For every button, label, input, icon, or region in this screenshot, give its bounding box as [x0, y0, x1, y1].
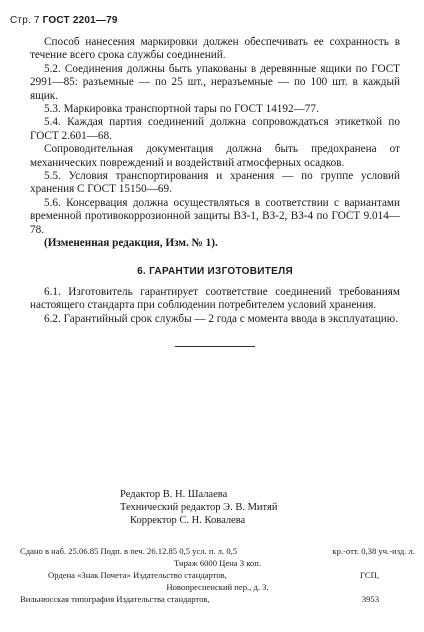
imprint-text: 3953	[361, 594, 379, 604]
imprint-block	[20, 545, 415, 605]
imprint-text: Вильнюсская типография Издательства стандартов,	[20, 594, 210, 604]
tech-editor: Технический редактор Э. В. Митяй	[120, 502, 278, 513]
corrector: Корректор С. Н. Ковалева	[130, 515, 246, 526]
paragraph: 5.3. Маркировка транспортной тары по ГОСТ 14192—77.	[44, 103, 319, 116]
imprint-line: Новопресненский пер., д. 3.	[166, 582, 269, 592]
imprint-line	[20, 593, 415, 605]
paragraph: 5.2. Соединения должны быть упакованы в деревянные ящики по ГОСТ 2991—85: разъемные — по 25 шт., неразъемные — по 100 шт. в каждый ящик.	[30, 62, 400, 102]
section-title: 6. ГАРАНТИИ ИЗГОТОВИТЕЛЯ	[137, 265, 293, 277]
paragraph: 5.4. Каждая партия соединений должна сопровождаться этикеткой по ГОСТ 2.601—68.	[30, 116, 400, 142]
paragraph: 5.6. Консервация должна осуществляться в соответствии с вариантами временной противокоррозионной защиты ВЗ-1, ВЗ-2, ВЗ-4 по ГОСТ 9.014—78.	[30, 196, 400, 236]
paragraph: 5.5. Условия транспортирования и хранения — по группе условий хранения С ГОСТ 15150—69.	[30, 170, 400, 196]
imprint-line	[20, 569, 415, 581]
main-text	[30, 36, 400, 347]
standard-number: ГОСТ 2201—79	[42, 15, 118, 26]
imprint-line: Тираж 6000 Цена 3 коп.	[174, 558, 261, 568]
change-note: (Измененная редакция, Изм. № 1).	[44, 237, 218, 250]
divider	[175, 346, 255, 347]
paragraph: Сопроводительная документация должна быть предохранена от механических повреждений и воздействий атмосферных осадков.	[30, 143, 400, 169]
imprint-text: Сдано в наб. 25.06.85 Подп. в печ. 26.12.85 0,5 усл. п. л. 0,5	[20, 546, 238, 556]
editor: Редактор В. Н. Шалаева	[120, 489, 228, 500]
paragraph: 6.1. Изготовитель гарантирует соответствие соединений требованиям настоящего стандарта при соблюдении потребителем условий хранения.	[30, 285, 400, 312]
paragraph: 6.2. Гарантийный срок службы — 2 года с момента ввода в эксплуатацию.	[44, 312, 398, 325]
editors-block	[120, 488, 380, 527]
imprint-line	[20, 545, 415, 557]
page-label: Стр. 7	[10, 15, 40, 26]
imprint-text: кр.-отт. 0,38 уч.-изд. л.	[332, 546, 415, 556]
imprint-text: Ордена «Знак Почета» Издательство стандартов,	[48, 570, 227, 580]
page-header	[10, 15, 118, 26]
imprint-text: ГСП,	[360, 570, 379, 580]
paragraph: Способ нанесения маркировки должен обеспечивать ее сохранность в течение всего срока службы соединений.	[30, 36, 400, 62]
